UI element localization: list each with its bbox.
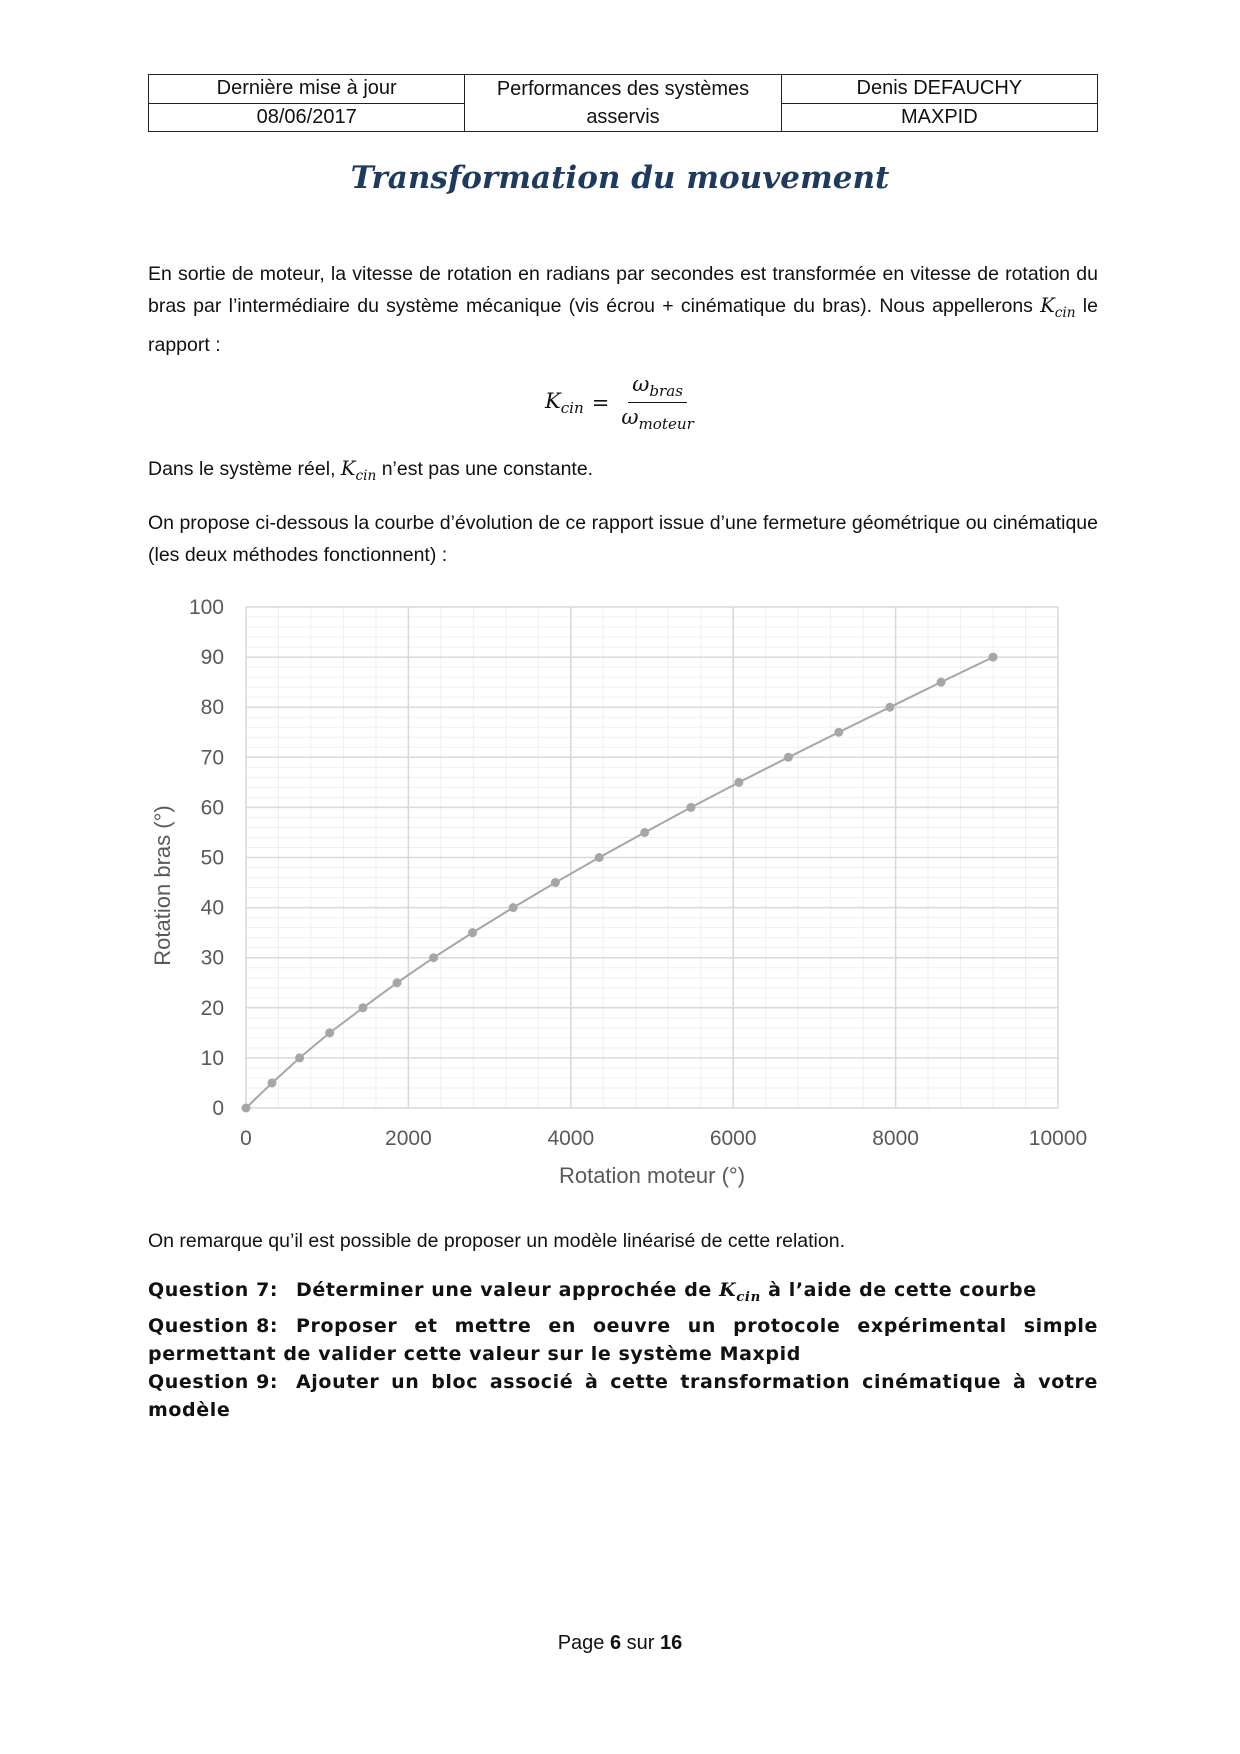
- formula-denominator: $\omega_{moteur}$: [621, 405, 694, 434]
- data-point: [358, 1003, 367, 1012]
- data-point: [834, 728, 843, 737]
- kcin-symbol-2: $K_{cin}$: [340, 457, 377, 484]
- header-author: Denis DEFAUCHY: [781, 75, 1097, 104]
- kcin-symbol: $K_{cin}$: [1040, 294, 1076, 321]
- page-total: 16: [660, 1632, 683, 1654]
- y-tick-label: 100: [188, 596, 224, 619]
- data-point: [551, 878, 560, 887]
- header-title-line1: Performances des systèmes: [496, 78, 750, 100]
- x-tick-label: 2000: [385, 1127, 432, 1150]
- question-9-label: Question 9:: [148, 1370, 279, 1393]
- header-table: [148, 74, 1098, 132]
- chart-x-axis-label: Rotation moteur (°): [558, 1163, 746, 1188]
- question-7-label: Question 7:: [148, 1279, 279, 1301]
- header-document-title: [465, 75, 781, 132]
- y-tick-label: 90: [200, 646, 224, 670]
- question-9: Question 9: Ajouter un bloc associé à cette transformation cinématique à votre modèle: [148, 1368, 1098, 1424]
- section-title: Transformation du mouvement: [350, 160, 890, 196]
- x-tick-label: 8000: [872, 1127, 919, 1150]
- data-point: [267, 1078, 276, 1087]
- data-point: [640, 828, 649, 837]
- header-date: 08/06/2017: [149, 103, 465, 132]
- header-system: MAXPID: [781, 103, 1097, 132]
- questions-block: [148, 1276, 1098, 1424]
- intro-paragraph: [148, 258, 1098, 361]
- y-tick-label: 20: [200, 996, 224, 1020]
- y-tick-label: 40: [200, 896, 224, 920]
- intro-text-1: En sortie de moteur, la vitesse de rotation en radians par secondes est transformée en vitesse de rotation du bras par l’intermédiaire du système mécanique (vis écrou + cinématique du bras). Nous appellerons: [148, 263, 1098, 317]
- chart-tick-labels: [189, 596, 1087, 1150]
- y-tick-label: 70: [200, 746, 224, 770]
- page-footer: Page 6 sur 16: [557, 1632, 683, 1654]
- data-point: [686, 803, 695, 812]
- data-point: [989, 653, 998, 662]
- data-point: [393, 978, 402, 987]
- header-last-update-label: Dernière mise à jour: [149, 75, 465, 104]
- y-tick-label: 60: [200, 796, 224, 820]
- kcin-symbol-3: $K_{cin}$: [719, 1279, 761, 1305]
- data-point: [784, 753, 793, 762]
- data-point: [734, 778, 743, 787]
- data-point: [295, 1053, 304, 1062]
- data-point: [885, 703, 894, 712]
- chart-major-grid: [246, 607, 1058, 1108]
- data-point: [509, 903, 518, 912]
- kcin-chart: [148, 585, 1108, 1205]
- propose-paragraph: On propose ci-dessous la courbe d’évolution de ce rapport issue d’une fermeture géométrique ou cinématique (les deux méthodes fonctionnent) :: [148, 512, 1098, 566]
- x-tick-label: 4000: [547, 1127, 595, 1150]
- formula-numerator: $\omega_{bras}$: [628, 372, 687, 403]
- data-point: [242, 1104, 251, 1113]
- y-tick-label: 10: [200, 1046, 224, 1070]
- x-tick-label: 0: [240, 1127, 252, 1150]
- y-tick-label: 0: [212, 1097, 224, 1120]
- x-tick-label: 10000: [1028, 1127, 1088, 1150]
- chart-series-line: [246, 657, 993, 1108]
- page-number: 6: [609, 1632, 622, 1654]
- data-point: [595, 853, 604, 862]
- chart-y-axis-label: Rotation bras (°): [150, 805, 175, 966]
- x-tick-label: 6000: [709, 1127, 757, 1150]
- question-8-label: Question 8:: [148, 1314, 279, 1337]
- intro-text-2: le rapport :: [148, 295, 1098, 356]
- kcin-formula: [545, 372, 698, 433]
- question-7: Question 7: Déterminer une valeur approchée de $K_{cin}$ à l’aide de cette courbe: [148, 1276, 1098, 1312]
- formula-fraction: [617, 372, 698, 433]
- y-tick-label: 30: [200, 946, 224, 970]
- y-tick-label: 50: [200, 846, 224, 870]
- data-point: [325, 1028, 334, 1037]
- question-8: Question 8: Proposer et mettre en oeuvre un protocole expérimental simple permettant de valider cette valeur sur le système Maxpid: [148, 1312, 1098, 1368]
- data-point: [937, 678, 946, 687]
- y-tick-label: 80: [200, 696, 224, 720]
- formula-lhs: $K_{cin}$: [545, 388, 584, 417]
- chart-series-points: [242, 653, 998, 1113]
- data-point: [429, 953, 438, 962]
- header-title-line2: asservis: [586, 106, 660, 128]
- formula-equals: =: [591, 390, 610, 415]
- remark-paragraph: On remarque qu’il est possible de proposer un modèle linéarisé de cette relation.: [148, 1230, 845, 1252]
- data-point: [468, 928, 477, 937]
- not-constant-paragraph: Dans le système réel, $K_{cin}$ n’est pas une constante.: [148, 457, 594, 484]
